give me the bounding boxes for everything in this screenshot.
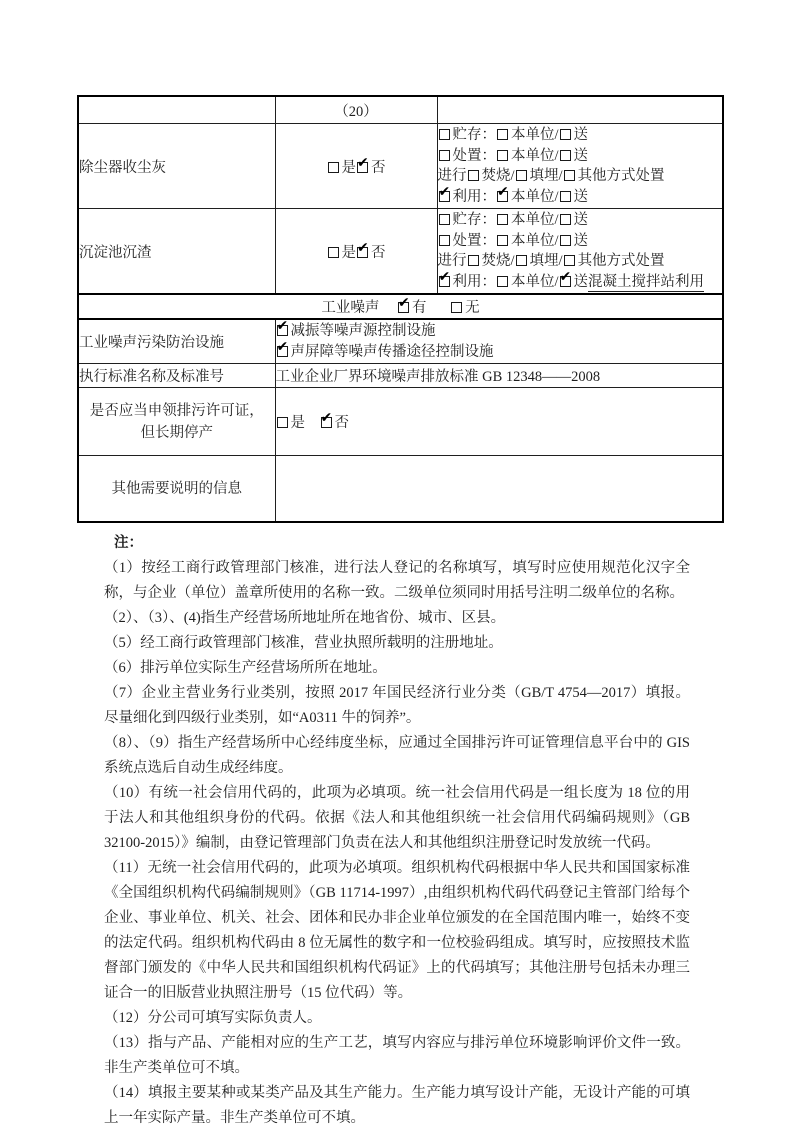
note-item: （7）企业主营业务行业类别，按照 2017 年国民经济行业分类（GB/T 4754—2017）填报。尽量细化到四级行业类别，如“A0311 牛的饲养”。 (104, 685, 690, 726)
noise-control-line: ✔ 减振等噪声源控制设施 (276, 318, 436, 339)
note-item: （2）、（3）、(4)指生产经营场所地址所在地省份、城市、区县。 (104, 610, 506, 626)
noise-control-options-cell (275, 319, 723, 364)
note-item: （6）排污单位实际生产经营场所所在地址。 (104, 660, 387, 676)
note-item: （13）指与产品、产能相对应的生产工艺，填写内容应与排污单位环境影响评价文件一致。非生产类单位可不填。 (104, 1035, 690, 1076)
checkbox-checked-icon: ✔ (276, 318, 289, 334)
disposal-line: 进行 焚烧/ 填埋/ 其他方式处置 (437, 168, 665, 184)
yes-no-cell: 是 ✔ 否 (275, 209, 437, 295)
table-row (78, 124, 723, 209)
table-row (78, 96, 723, 124)
notes-title: 注： (114, 535, 143, 551)
table-row (78, 456, 723, 523)
checkbox-unchecked-icon (560, 150, 571, 161)
disposal-line: ✔ 利用： ✔ 本单位/ 送 (438, 183, 589, 205)
table-row (78, 209, 723, 295)
checkbox-unchecked-icon (564, 255, 575, 266)
note-item: （12）分公司可填写实际负责人。 (104, 1010, 322, 1026)
checkbox-unchecked-icon (560, 191, 571, 202)
checkbox-unchecked-icon (560, 235, 571, 246)
waste-name-label: 除尘器收尘灰 (78, 124, 275, 209)
checkbox-unchecked-icon (560, 129, 571, 140)
noise-control-line: ✔ 声屏障等噪声传播途径控制设施 (276, 338, 494, 360)
table-row (78, 364, 723, 388)
disposal-line: 处置： 本单位/ 送 (438, 146, 723, 167)
other-info-label: 其他需要说明的信息 (78, 456, 275, 523)
noise-control-label: 工业噪声污染防治设施 (78, 319, 275, 364)
table-row (78, 319, 723, 364)
yes-no-cell: 是 ✔ 否 (275, 124, 437, 209)
checkbox-unchecked-icon (497, 276, 508, 287)
disposal-options-cell (437, 209, 723, 295)
column-ref-cell: （20） (275, 96, 437, 124)
checkbox-unchecked-icon (516, 255, 527, 266)
disposal-line: 处置： 本单位/ 送 (438, 231, 723, 252)
checkbox-unchecked-icon (516, 170, 527, 181)
industrial-noise-label: 工业噪声 (321, 300, 380, 316)
permit-question-label: 是否应当申领排污许可证， 但长期停产 (78, 388, 275, 456)
other-info-value-cell (275, 456, 723, 523)
checkbox-checked-icon: ✔ (357, 239, 369, 256)
checkbox-unchecked-icon (439, 214, 450, 225)
note-item: （5）经工商行政管理部门核准，营业执照所载明的注册地址。 (104, 635, 503, 651)
standard-name-label: 执行标准名称及标准号 (78, 364, 275, 388)
checkbox-unchecked-icon (560, 214, 571, 225)
checkbox-unchecked-icon (277, 417, 288, 428)
disposal-line: ✔ 利用： 本单位/ ✔ 送混凝土搅拌站利用 (438, 268, 705, 290)
checkbox-unchecked-icon (468, 255, 479, 266)
checkbox-checked-icon: ✔ (398, 295, 410, 311)
note-item: （1）按经工商行政管理部门核准，进行法人登记的名称填写，填写时应使用规范化汉字全称，与企业（单位）盖章所使用的名称一致。二级单位须同时用括号注明二级单位的名称。 (104, 560, 690, 601)
table-row (78, 388, 723, 456)
registration-form-table (77, 95, 724, 523)
standard-value: 工业企业厂界环境噪声排放标准 GB 12348——2008 (275, 364, 723, 388)
checkbox-checked-icon: ✔ (320, 410, 333, 426)
checkbox-unchecked-icon (328, 162, 339, 173)
checkbox-unchecked-icon (468, 170, 479, 181)
table-row (78, 294, 723, 319)
noise-no-option: 无 (450, 300, 480, 316)
checkbox-unchecked-icon (328, 247, 339, 258)
notes-section (104, 531, 690, 1131)
disposal-options-cell (437, 124, 723, 209)
disposal-line: 贮存： 本单位/ 送 (438, 210, 723, 231)
noise-yes-option: ✔ 有 (398, 295, 427, 316)
empty-cell (437, 96, 723, 124)
checkbox-checked-icon: ✔ (497, 183, 509, 200)
checkbox-checked-icon: ✔ (559, 268, 572, 285)
disposal-line: 贮存： 本单位/ 送 (438, 125, 723, 146)
permit-answer-cell: 是 ✔ 否 (275, 388, 723, 456)
checkbox-checked-icon: ✔ (438, 268, 451, 285)
checkbox-unchecked-icon (497, 150, 508, 161)
note-item: （11）无统一社会信用代码的，此项为必填项。组织机构代码根据中华人民共和国国家标准《全国组织机构代码编制规则》（GB 11714-1997）,由组织机构代码代码登记主管部门给每个企业、事业单位、机关、社会、团体和民办非企业单位颁发的在全国范围内唯一，始终不变的法定代码。组织机构代码由 8 位无属性的数字和一位校验码组成。填写时，应按照技术监督部门颁发的《中华人民共和国组织机构代码证》上的代码填写；其他注册号包括未办理三证合一的旧版营业执照注册号（15 位代码）等。 (104, 860, 690, 1001)
note-item: （8）、（9）指生产经营场所中心经纬度坐标，应通过全国排污许可证管理信息平台中的 GIS 系统点选后自动生成经纬度。 (104, 735, 690, 776)
checkbox-unchecked-icon (439, 129, 450, 140)
checkbox-unchecked-icon (564, 170, 575, 181)
disposal-line: 进行 焚烧/ 填埋/ 其他方式处置 (437, 253, 665, 269)
checkbox-unchecked-icon (451, 302, 462, 313)
checkbox-checked-icon: ✔ (357, 154, 369, 171)
empty-cell (78, 96, 275, 124)
note-item: （10）有统一社会信用代码的，此项为必填项。统一社会信用代码是一组长度为 18 位的用于法人和其他组织身份的代码。依据《法人和其他组织统一社会信用代码编码规则》（GB 32100-2015）》编制，由登记管理部门负责在法人和其他组织注册登记时发放统一代码。 (104, 785, 690, 851)
checkbox-checked-icon: ✔ (438, 183, 451, 200)
checkbox-unchecked-icon (497, 235, 508, 246)
industrial-noise-banner (78, 294, 723, 319)
checkbox-unchecked-icon (497, 129, 508, 140)
checkbox-unchecked-icon (439, 235, 450, 246)
checkbox-unchecked-icon (439, 150, 450, 161)
note-item: （14）填报主要某种或某类产品及其生产能力。生产能力填写设计产能，无设计产能的可填上一年实际产量。非生产类单位可不填。 (104, 1085, 690, 1126)
checkbox-checked-icon: ✔ (276, 338, 289, 355)
checkbox-unchecked-icon (497, 214, 508, 225)
waste-name-label: 沉淀池沉渣 (78, 209, 275, 295)
